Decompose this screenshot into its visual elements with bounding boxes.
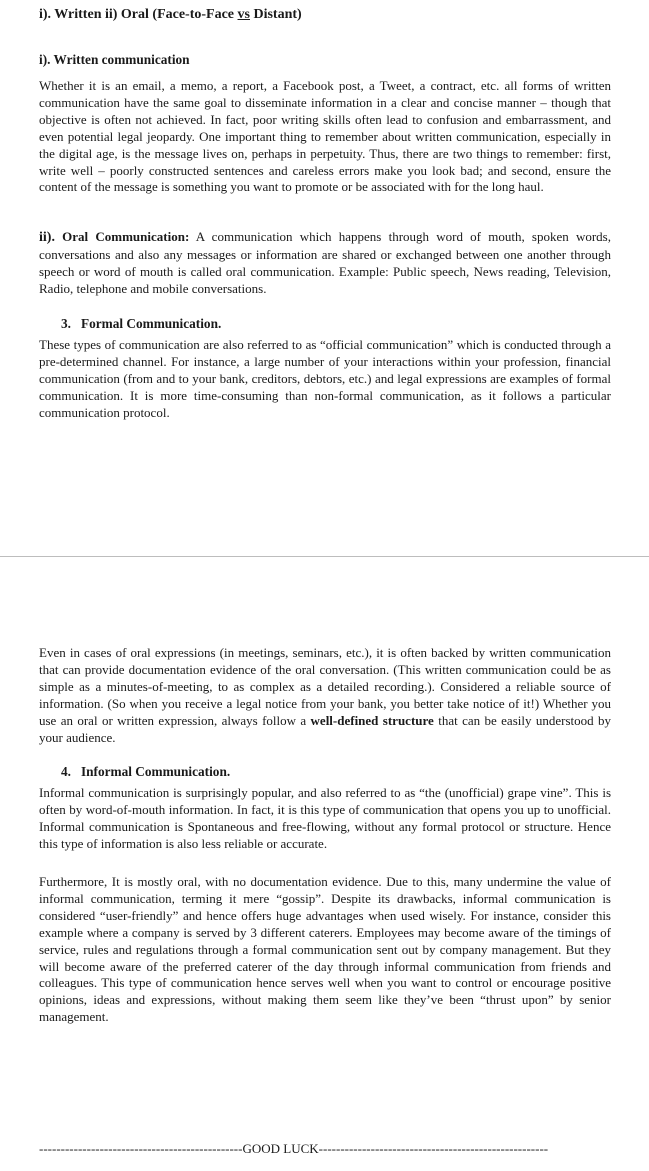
page-divider (0, 556, 649, 557)
written-communication-paragraph: Whether it is an email, a memo, a report, a Facebook post, a Tweet, a contract, etc. all forms of written communication have the same goal to disseminate information in a clear and concise manner – though that objective is often not achieved. In fact, poor writing skills often lead to confusion and embarrassment, and even potential legal jeopardy. One important thing to remember about written communication, especially in the digital age, is the message lives on, perhaps in perpetuity. Thus, there are two things to remember: first, write well – poorly constructed sentences and careless errors make you look bad; and second, ensure the content of the message is something you want to promote or be associated with for the long haul. (39, 78, 611, 195)
formal-communication-paragraph: These types of communication are also referred to as “official communication” which is conducted through a pre-determined channel. For instance, a large number of your interactions within your profession, financial communication (from and to your bank, creditors, debtors, etc.) and legal expressions are examples of formal communication. It is more time-consuming than non-formal communication, as it follows a particular communication protocol. (39, 337, 611, 420)
formal-communication-heading: 3. Formal Communication. (61, 316, 222, 331)
oral-communication-heading: Oral Communication: (62, 229, 190, 244)
oral-communication-body: A communication which happens through word of mouth, spoken words, conversations and also any messages or information are shared or exchanged between one another through speech or word of mouth is called oral communication. Example: Public speech, News reading, Television, Radio, telephone and mobile conversations. (39, 229, 611, 296)
oral-section-number: ii). (39, 230, 55, 245)
oral-communication-paragraph (39, 229, 611, 298)
informal-communication-paragraph-1: Informal communication is surprisingly popular, and also referred to as “the (unofficial) grape vine”. This is often by word-of-mouth information. In fact, it is this type of communication that opens you up to unofficial. Informal communication is Spontaneous and free-flowing, without any formal protocol or structure. Hence this type of information is also less reliable or accurate. (39, 785, 611, 851)
well-defined-structure-bold: well-defined structure (310, 712, 434, 728)
footer-good-luck: -----------------------------------------------GOOD LUCK----------------------------------------------------- (39, 1141, 549, 1156)
informal-communication-heading: 4. Informal Communication. (61, 764, 231, 779)
formal-continued-paragraph: Even in cases of oral expressions (in meetings, seminars, etc.), it is often backed by written communication that can provide documentation evidence of the oral conversation. (This written communication could be as simple as a minutes-of-meeting, to as complex as a detailed recording.). Considered a reliable source of information. (So when you receive a legal notice from your bank, you better take notice of it!) Whether you use an oral or written expression, always follow a well-defined structure that can be easily understood by your audience. (39, 645, 611, 745)
page-title: i). Written ii) Oral (Face-to-Face vs Distant) (39, 7, 302, 22)
informal-communication-paragraph-2: Furthermore, It is mostly oral, with no documentation evidence. Due to this, many undermine the value of informal communication, terming it mere “gossip”. Despite its drawbacks, informal communication is considered “user-friendly” and hence offers huge advantages when used wisely. For instance, consider this example where a company is served by 3 different caterers. Employees may become aware of the timings of service, rules and regulations through a formal communication sent out by company management. But they will become aware of the preferred caterer of the day through informal communication from friends and colleagues. This type of communication hence serves well when you want to control or encourage positive opinions, ideas and expressions, without making them seem like they’ve been “thrust upon” by senior management. (39, 874, 611, 1025)
written-communication-heading: i). Written communication (39, 52, 190, 67)
